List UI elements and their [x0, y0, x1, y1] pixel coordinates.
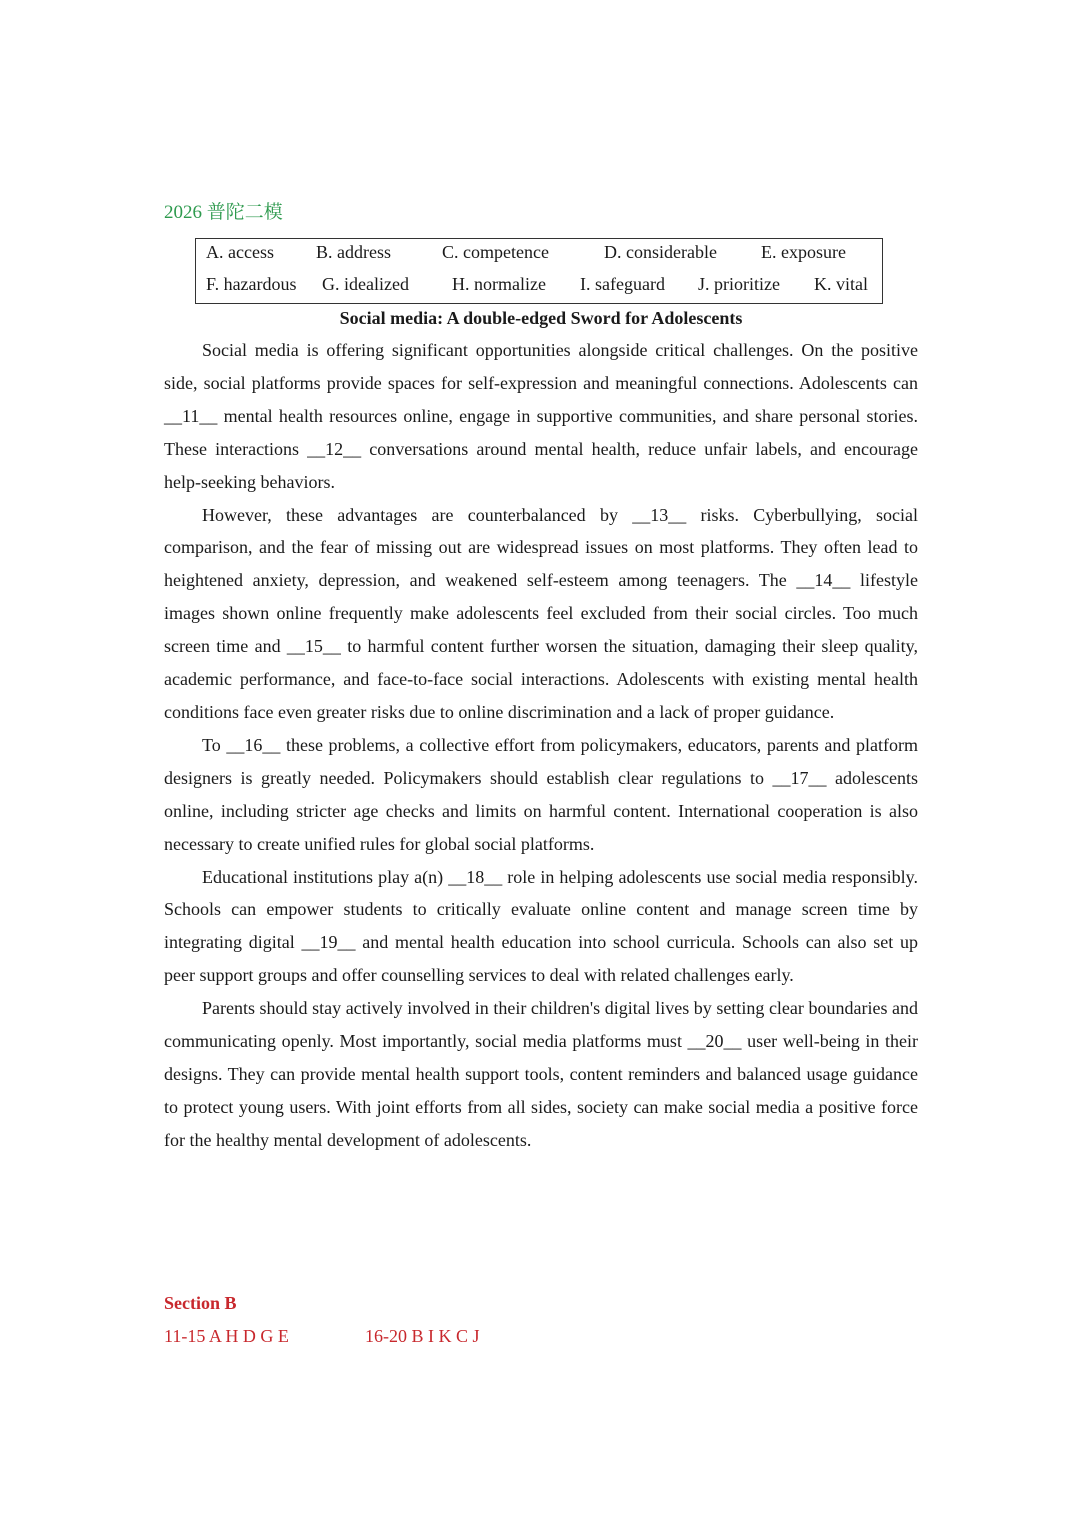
paragraph: However, these advantages are counterbalanced by __13__ risks. Cyberbullying, social comparison, and the fear of missing out are widespread issues on most platforms. They often lead to heightened anxiety, depression, and weakened self-esteem among teenagers. The __14__ lifestyle images shown online frequently make adolescents feel excluded from their social circles. Too much screen time and __15__ to harmful content further worsen the situation, damaging their sleep quality, academic performance, and face-to-face social interactions. Adolescents with existing mental health conditions face even greater risks due to online discrimination and a lack of proper guidance.	[164, 504, 918, 722]
article-body	[164, 334, 918, 1157]
word-option: B. address	[316, 242, 391, 262]
paragraph: Educational institutions play a(n) __18__ role in helping adolescents use social media responsibly. Schools can empower students to critically evaluate online content and manage screen time by integrating digital __19__ and mental health education into school curricula. Schools can also set up peer support groups and offer counselling services to deal with related challenges early.	[164, 866, 918, 986]
word-option: D. considerable	[604, 242, 717, 262]
section-label: Section B	[164, 1293, 237, 1313]
word-option: E. exposure	[761, 242, 846, 262]
exam-title: 2026 普陀二模	[164, 202, 283, 223]
word-option: F. hazardous	[206, 274, 297, 294]
paragraph: Social media is offering significant opportunities alongside critical challenges. On the positive side, social platforms provide spaces for self-expression and meaningful connections. Adolescents can __11__ mental health resources online, engage in supportive communities, and share personal stories. These interactions __12__ conversations around mental health, reduce unfair labels, and encourage help-seeking behaviors.	[164, 340, 918, 492]
answer-key-11-15: 11-15 A H D G E	[164, 1326, 289, 1346]
article-title: Social media: A double-edged Sword for Adolescents	[339, 308, 743, 328]
word-option: J. prioritize	[698, 274, 780, 294]
word-bank-box	[195, 238, 883, 304]
word-option: A. access	[206, 242, 274, 262]
paragraph: To __16__ these problems, a collective effort from policymakers, educators, parents and platform designers is greatly needed. Policymakers should establish clear regulations to __17__ adolescents online, including stricter age checks and limits on harmful content. International cooperation is also necessary to create unified rules for global social platforms.	[164, 734, 918, 854]
word-option: I. safeguard	[580, 274, 665, 294]
answer-key-16-20: 16-20 B I K C J	[365, 1326, 480, 1346]
word-option: G. idealized	[322, 274, 409, 294]
paragraph: Parents should stay actively involved in their children's digital lives by setting clear boundaries and communicating openly. Most importantly, social media platforms must __20__ user well-being in their designs. They can provide mental health support tools, content reminders and balanced usage guidance to protect young users. With joint efforts from all sides, society can make social media a positive force for the healthy mental development of adolescents.	[164, 998, 918, 1150]
word-option: K. vital	[814, 274, 868, 294]
word-option: H. normalize	[452, 274, 546, 294]
word-option: C. competence	[442, 242, 549, 262]
